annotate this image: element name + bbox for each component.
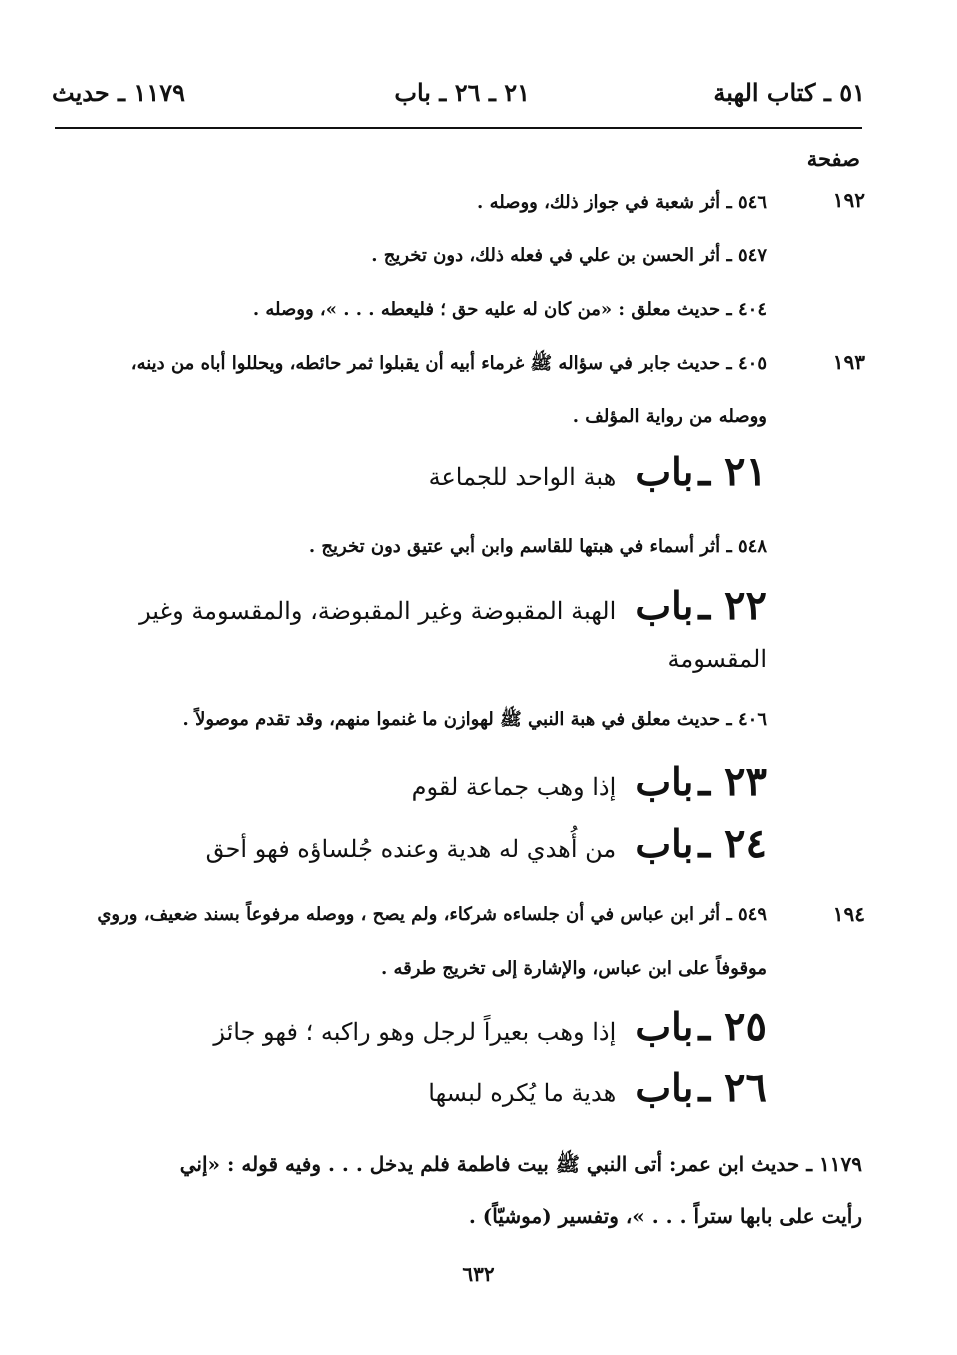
chapter-word: باب — [635, 583, 694, 628]
entry-549-line1: ٥٤٩ ـ أثر ابن عباس في أن جلساءه شركاء، ولم يصح ، ووصله مرفوعاً بسند ضعيف، وروي — [97, 904, 767, 925]
chapter-25-heading — [55, 1003, 767, 1050]
chapter-22-heading — [55, 582, 767, 629]
entry-548: ٥٤٨ ـ أثر أسماء في هبتها للقاسم وابن أبي عتيق دون تخريج . — [308, 536, 767, 557]
chapter-number: ٢٣ ـ — [698, 758, 767, 805]
chapter-title: هدية ما يُكره لبسها — [428, 1079, 617, 1107]
header-book-title: ٥١ ـ كتاب الهبة — [713, 78, 865, 107]
hadith-1179-line1: ١١٧٩ ـ حديث ابن عمر: أتى النبي ﷺ بيت فاطمة فلم يدخل . . . وفيه قوله : «إني — [179, 1152, 862, 1176]
chapter-number: ٢٦ ـ — [698, 1064, 767, 1111]
header-divider — [55, 127, 862, 129]
page-ref-192: ١٩٢ — [832, 188, 865, 212]
chapter-number: ٢٢ ـ — [698, 582, 767, 629]
chapter-title: إذا وهب جماعة لقوم — [411, 773, 617, 801]
chapter-word: باب — [635, 1065, 694, 1110]
chapter-title: إذا وهب بعيراً لرجل وهو راكبه ؛ فهو جائز — [213, 1018, 617, 1046]
page-column-label: صفحة — [806, 146, 860, 171]
chapter-23-heading — [55, 758, 767, 805]
entry-405-line1: ٤٠٥ ـ حديث جابر في سؤاله ﷺ غرماء أبيه أن يقبلوا ثمر حائطه، ويحللوا أباه من دينه، — [130, 353, 767, 374]
chapter-title: من أُهدي له هدية وعنده جُلساؤه فهو أحق — [205, 835, 617, 863]
page-ref-193: ١٩٣ — [832, 350, 865, 374]
chapter-26-heading — [55, 1064, 767, 1111]
page-number: ٦٣٢ — [462, 1262, 495, 1286]
chapter-24-heading — [55, 820, 767, 867]
chapter-number: ٢٥ ـ — [698, 1003, 767, 1050]
chapter-word: باب — [635, 759, 694, 804]
chapter-number: ٢١ ـ — [698, 448, 767, 495]
chapter-word: باب — [635, 821, 694, 866]
entry-546: ٥٤٦ ـ أثر شعبة في جواز ذلك، ووصله . — [477, 192, 767, 213]
chapter-number: ٢٤ ـ — [698, 820, 767, 867]
entry-549-line2: موقوفاً على ابن عباس، والإشارة إلى تخريج طرقه . — [380, 958, 767, 979]
chapter-word: باب — [635, 449, 694, 494]
running-header — [52, 78, 865, 118]
chapter-title: هبة الواحد للجماعة — [428, 463, 617, 491]
page-ref-194: ١٩٤ — [832, 902, 865, 926]
chapter-title: الهبة المقبوضة وغير المقبوضة، والمقسومة وغير — [139, 597, 617, 625]
chapter-22-title-continued: المقسومة — [667, 645, 767, 673]
chapter-word: باب — [635, 1004, 694, 1049]
entry-547: ٥٤٧ ـ أثر الحسن بن علي في فعله ذلك، دون تخريج . — [371, 245, 767, 266]
chapter-21-heading — [55, 448, 767, 495]
entry-404: ٤٠٤ ـ حديث معلق : «من كان له عليه حق ؛ فليعطه . . . »، ووصله . — [252, 299, 767, 320]
header-chapter-range: ٢١ ـ ٢٦ ـ باب — [394, 78, 530, 107]
header-hadith-range: ١١٧٩ ـ حديث — [52, 78, 185, 107]
hadith-1179-line2: رأيت على بابها ستراً . . . »، وتفسير (موشيّاً) . — [468, 1204, 862, 1228]
entry-405-line2: ووصله من رواية المؤلف . — [572, 406, 767, 427]
entry-406: ٤٠٦ ـ حديث معلق في هبة النبي ﷺ لهوازن ما غنموا منهم، وقد تقدم موصولاً . — [182, 709, 767, 730]
